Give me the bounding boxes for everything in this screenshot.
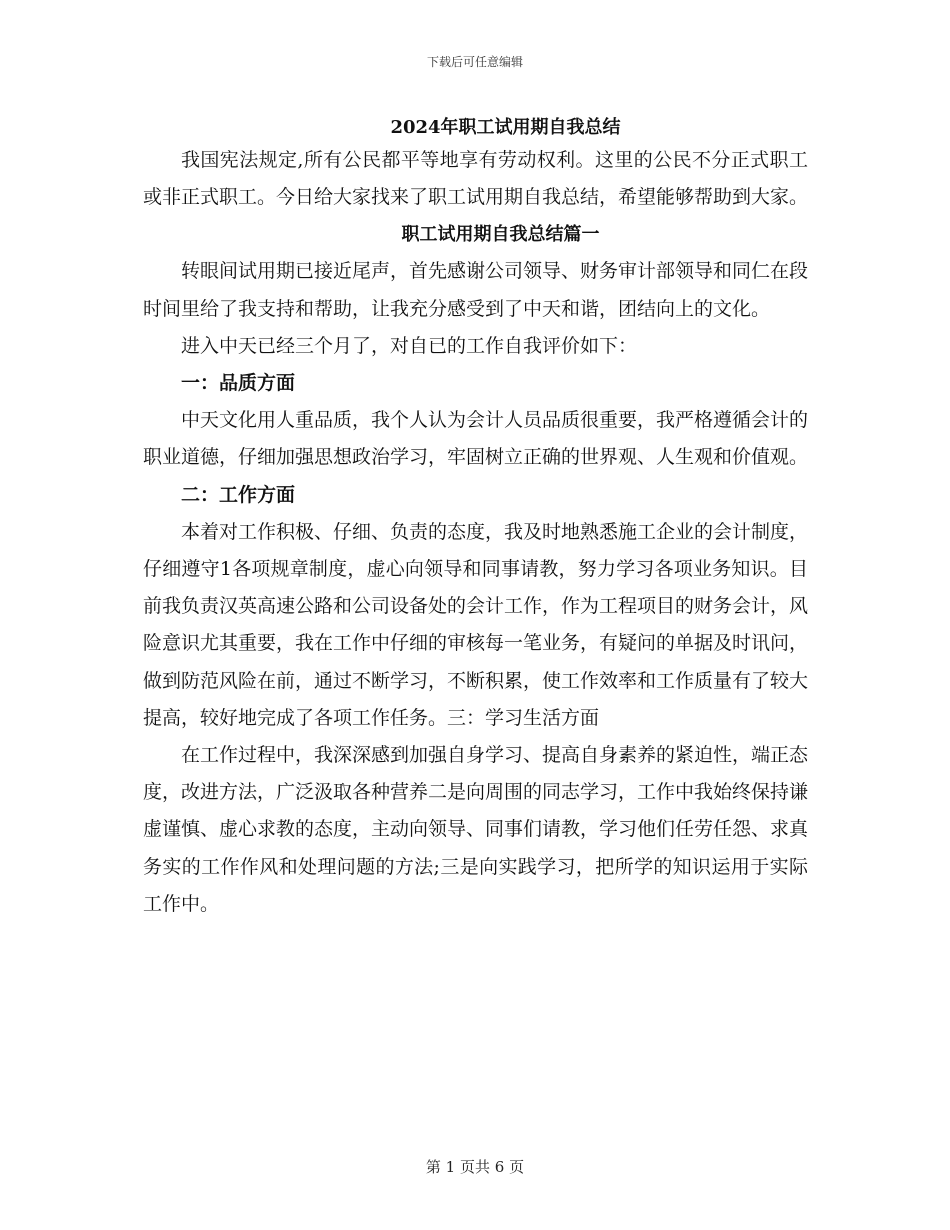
- paragraph-work: 本着对工作积极、仔细、负责的态度，我及时地熟悉施工企业的会计制度，仔细遵守1各项规章制度，虚心向领导和同事请教，努力学习各项业务知识。目前我负责汉英高速公路和公司设备处的会计工作，作为工程项目的财务会计，风险意识尤其重要，我在工作中仔细的审核每一笔业务，有疑问的单据及时讯问，做到防范风险在前，通过不断学习，不断积累，使工作效率和工作质量有了较大提高，较好地完成了各项工作任务。三：学习生活方面: [143, 520, 809, 729]
- page-number: 第 1 页共 6 页: [425, 1158, 525, 1176]
- paragraph-gratitude: 转眼间试用期已接近尾声，首先感谢公司领导、财务审计部领导和同仁在段时间里给了我支持和帮助，让我充分感受到了中天和谐，团结向上的文化。: [143, 260, 809, 320]
- section-title: 职工试用期自我总结篇一: [401, 224, 600, 246]
- intro-paragraph: 我国宪法规定,所有公民都平等地享有劳动权利。这里的公民不分正式职工或非正式职工。今日给大家找来了职工试用期自我总结，希望能够帮助到大家。: [143, 149, 809, 209]
- header-note: 下载后可任意编辑: [426, 55, 523, 69]
- subheading-work: 二：工作方面: [181, 483, 296, 506]
- document-title: 2024年职工试用期自我总结: [390, 117, 621, 138]
- paragraph-self-evaluation-intro: 进入中天已经三个月了，对自已的工作自我评价如下：: [181, 334, 638, 357]
- paragraph-quality: 中天文化用人重品质，我个人认为会计人员品质很重要，我严格遵循会计的职业道德，仔细加强思想政治学习，牢固树立正确的世界观、人生观和价值观。: [143, 409, 809, 469]
- paragraph-study: 在工作过程中，我深深感到加强自身学习、提高自身素养的紧迫性，端正态度，改进方法，广泛汲取各种营养二是向周围的同志学习，工作中我始终保持谦虚谨慎、虚心求教的态度，主动向领导、同事们请教，学习他们任劳任怨、求真务实的工作作风和处理问题的方法;三是向实践学习，把所学的知识运用于实际工作中。: [143, 744, 809, 915]
- document-body: [143, 114, 808, 923]
- subheading-quality: 一：品质方面: [181, 372, 296, 395]
